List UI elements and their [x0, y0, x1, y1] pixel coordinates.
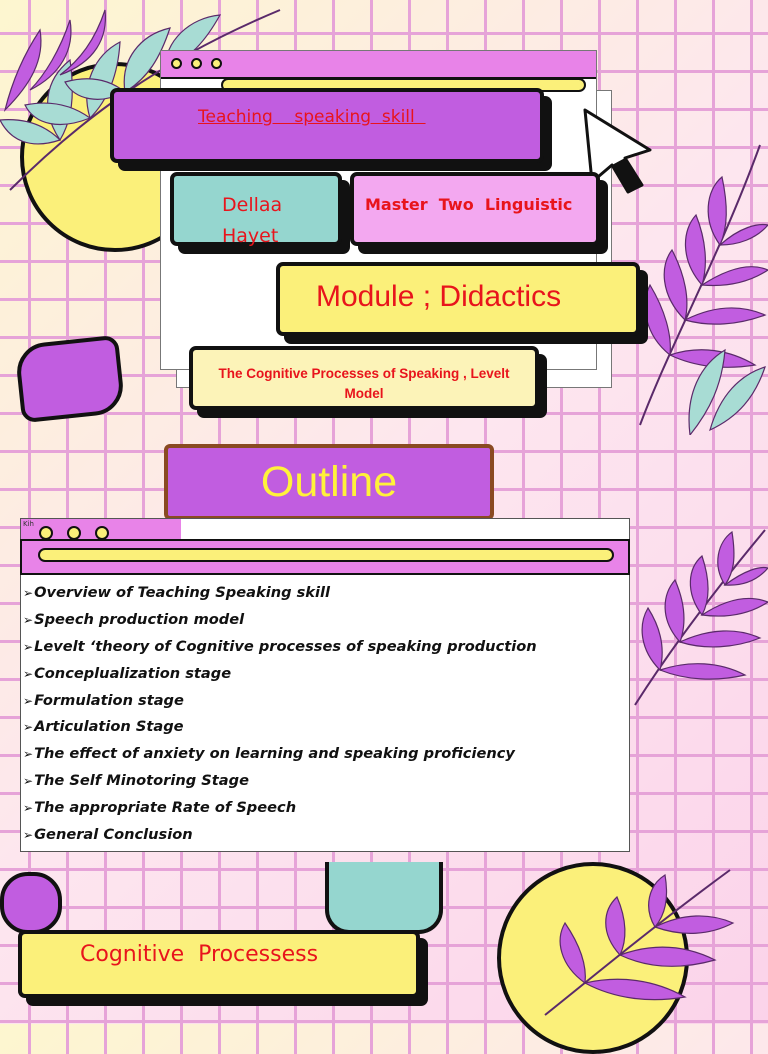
footer-text: Cognitive Processess — [80, 942, 319, 967]
outline-item — [23, 771, 537, 798]
blob-shape-icon — [14, 335, 126, 423]
outline-item — [23, 798, 537, 825]
window-titlebar — [161, 51, 596, 79]
arrow-bullet-icon: ➢ — [23, 747, 34, 762]
outline-item — [23, 691, 537, 718]
outline-item-text: Overview of Teaching Speaking skill — [34, 584, 331, 601]
outline-address-bar — [38, 548, 614, 562]
subtitle-text: The Cognitive Processes of Speaking , Levelt Model — [218, 366, 510, 401]
leaf-icon — [525, 865, 735, 1024]
outline-item — [23, 717, 537, 744]
module-box — [276, 262, 640, 336]
outline-heading-box — [164, 444, 494, 520]
module-text: Module ; Didactics — [316, 280, 562, 313]
arrow-bullet-icon: ➢ — [23, 639, 34, 654]
outline-titlebar — [20, 539, 630, 575]
arrow-bullet-icon: ➢ — [23, 586, 34, 600]
outline-item-text: The Self Minotoring Stage — [34, 772, 249, 790]
outline-item-text: General Conclusion — [34, 826, 193, 844]
leaf-icon — [630, 520, 768, 710]
outline-window — [20, 518, 630, 852]
title-text: Teaching speaking skill — [198, 107, 426, 127]
outline-list — [23, 583, 537, 852]
corner-tag: Kih — [23, 520, 34, 528]
arrow-bullet-icon: ➢ — [23, 720, 34, 735]
footer-box — [18, 930, 420, 998]
outline-item — [23, 744, 537, 771]
outline-item-text: Formulation stage — [34, 691, 184, 709]
outline-item-text: The effect of anxiety on learning and speaking proficiency — [34, 745, 515, 763]
window-dot[interactable] — [67, 526, 81, 540]
outline-heading-text: Outline — [260, 458, 398, 506]
flower-shape-icon — [0, 872, 62, 934]
window-dot[interactable] — [171, 58, 182, 69]
outline-item — [23, 583, 537, 610]
outline-item — [23, 664, 537, 691]
window-dot[interactable] — [211, 58, 222, 69]
window-dot[interactable] — [191, 58, 202, 69]
author-name: Dellaa Hayet — [222, 194, 283, 247]
subtitle-box — [189, 346, 539, 410]
blob-shape-icon — [325, 862, 443, 934]
outline-item-text: Speech production model — [34, 610, 245, 628]
degree-box — [350, 172, 600, 246]
outline-item — [23, 637, 537, 664]
title-box — [110, 88, 544, 163]
window-dot[interactable] — [95, 526, 109, 540]
outline-item-text: The appropriate Rate of Speech — [34, 799, 297, 817]
arrow-bullet-icon: ➢ — [23, 828, 34, 843]
outline-item — [23, 610, 537, 637]
outline-item-text: Levelt ‘theory of Cognitive processes of speaking production — [34, 637, 537, 655]
window-dot[interactable] — [39, 526, 53, 540]
degree-text: Master Two Linguistic — [365, 195, 573, 214]
outline-item-text: Articulation Stage — [34, 718, 184, 736]
outline-list-area — [21, 571, 629, 851]
arrow-bullet-icon: ➢ — [23, 693, 34, 708]
arrow-bullet-icon: ➢ — [23, 666, 34, 681]
arrow-bullet-icon: ➢ — [23, 774, 34, 789]
arrow-bullet-icon: ➢ — [23, 801, 34, 816]
outline-item-text: Conceplualization stage — [34, 664, 232, 682]
arrow-bullet-icon: ➢ — [23, 612, 34, 627]
outline-item — [23, 825, 537, 852]
author-box — [170, 172, 342, 246]
